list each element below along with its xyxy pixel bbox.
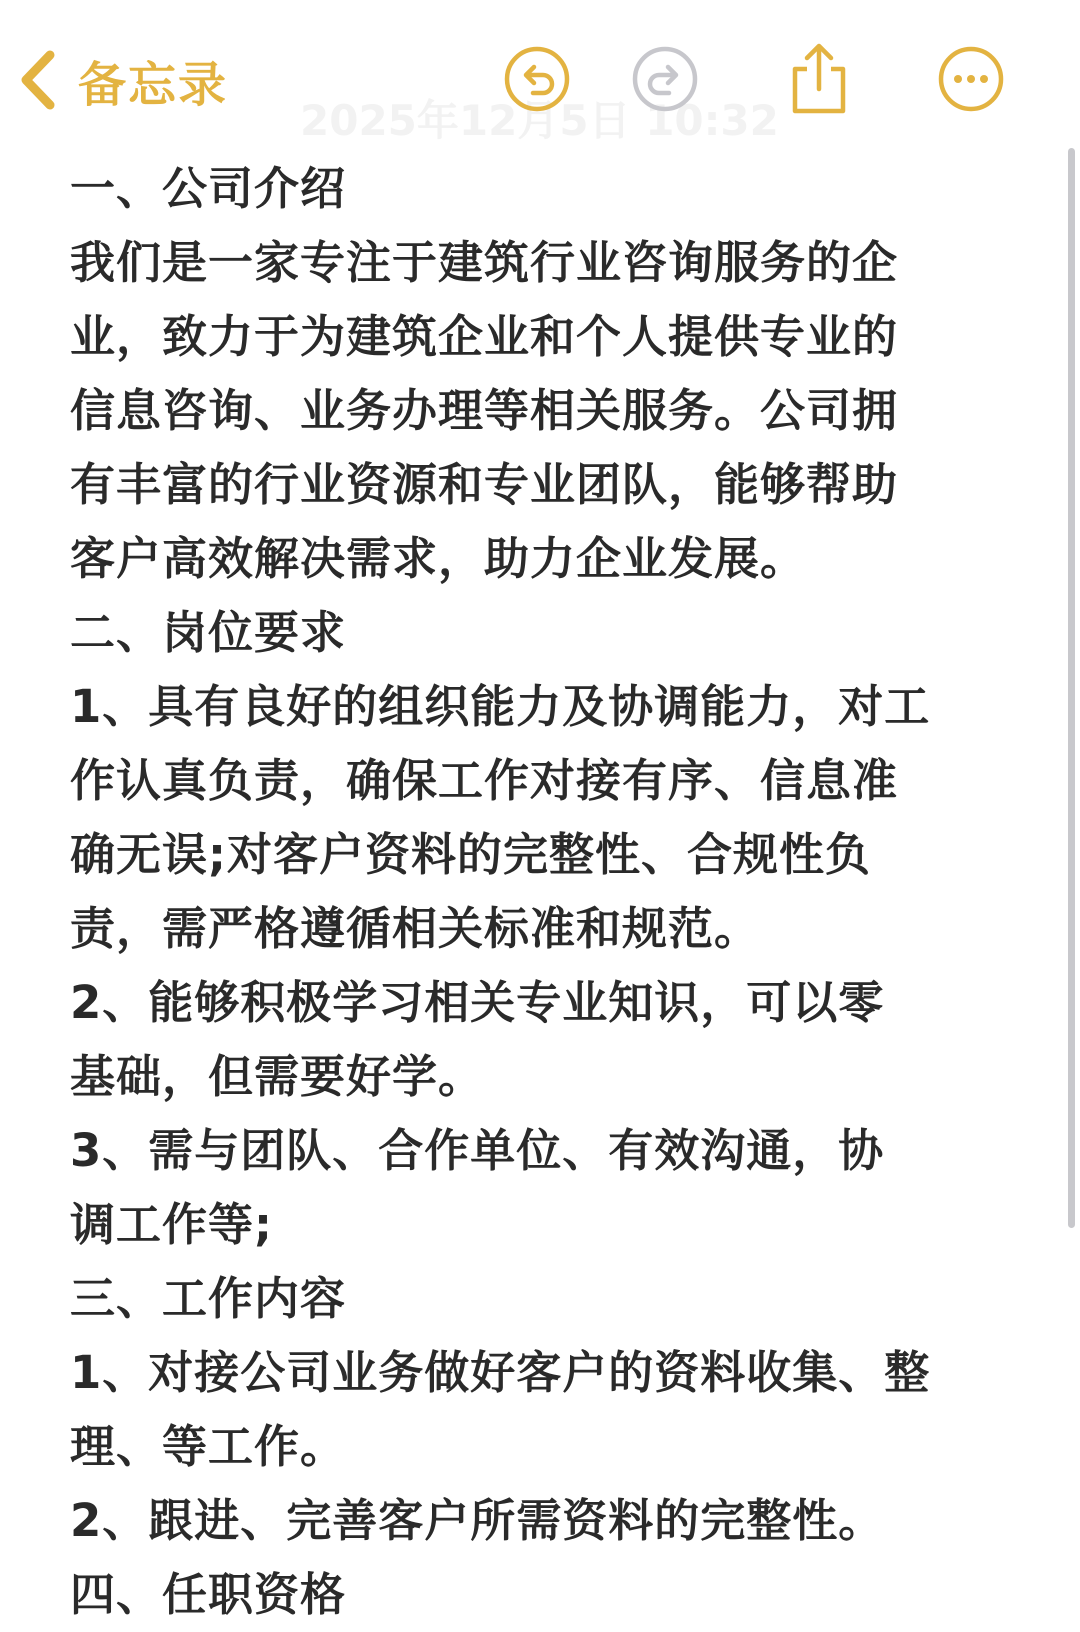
note-text-line: 1、具有良好的组织能力及协调能力，对工: [70, 680, 931, 733]
ellipsis-circle-icon: [937, 45, 1005, 113]
note-text-line: 有丰富的行业资源和专业团队，能够帮助: [70, 458, 899, 511]
scroll-indicator[interactable]: [1068, 148, 1075, 1228]
section-heading: 二、岗位要求: [70, 606, 347, 659]
more-button[interactable]: [934, 42, 1008, 116]
redo-button[interactable]: [628, 42, 702, 116]
note-text-line: 确无误;对客户资料的完整性、合规性负: [70, 828, 871, 881]
redo-icon: [631, 45, 699, 113]
note-text-line: 调工作等;: [70, 1198, 273, 1251]
navigation-bar: [0, 0, 1080, 150]
note-text-line: 责，需严格遵循相关标准和规范。: [70, 902, 761, 955]
note-text-line: 3、需与团队、合作单位、有效沟通，协: [70, 1124, 885, 1177]
undo-button[interactable]: [500, 42, 574, 116]
note-text-line: 1、对接公司业务做好客户的资料收集、整: [70, 1346, 931, 1399]
note-text-line: 2、跟进、完善客户所需资料的完整性。: [70, 1494, 885, 1547]
note-text-line: 信息咨询、业务办理等相关服务。公司拥: [70, 384, 899, 437]
back-button-label: 备忘录: [78, 56, 229, 113]
note-text-line: 基础，但需要好学。: [70, 1050, 485, 1103]
share-icon: [787, 41, 851, 117]
section-heading: 四、任职资格: [70, 1568, 347, 1621]
chevron-left-icon: [18, 49, 58, 111]
note-date-faded: 2025年12月5日 10:32: [300, 96, 779, 145]
note-text-line: 客户高效解决需求，助力企业发展。: [70, 532, 807, 585]
back-button[interactable]: [18, 40, 228, 120]
note-body[interactable]: [70, 152, 995, 1632]
section-heading: 一、公司介绍: [70, 162, 347, 215]
note-text-line: 作认真负责，确保工作对接有序、信息准: [70, 754, 899, 807]
note-text-line: 2、能够积极学习相关专业知识，可以零: [70, 976, 885, 1029]
note-text-line: 理、等工作。: [70, 1420, 347, 1473]
note-text-line: 我们是一家专注于建筑行业咨询服务的企: [70, 236, 899, 289]
section-heading: 三、工作内容: [70, 1272, 347, 1325]
note-text-line: 业，致力于为建筑企业和个人提供专业的: [70, 310, 899, 363]
share-button[interactable]: [782, 42, 856, 116]
undo-icon: [503, 45, 571, 113]
